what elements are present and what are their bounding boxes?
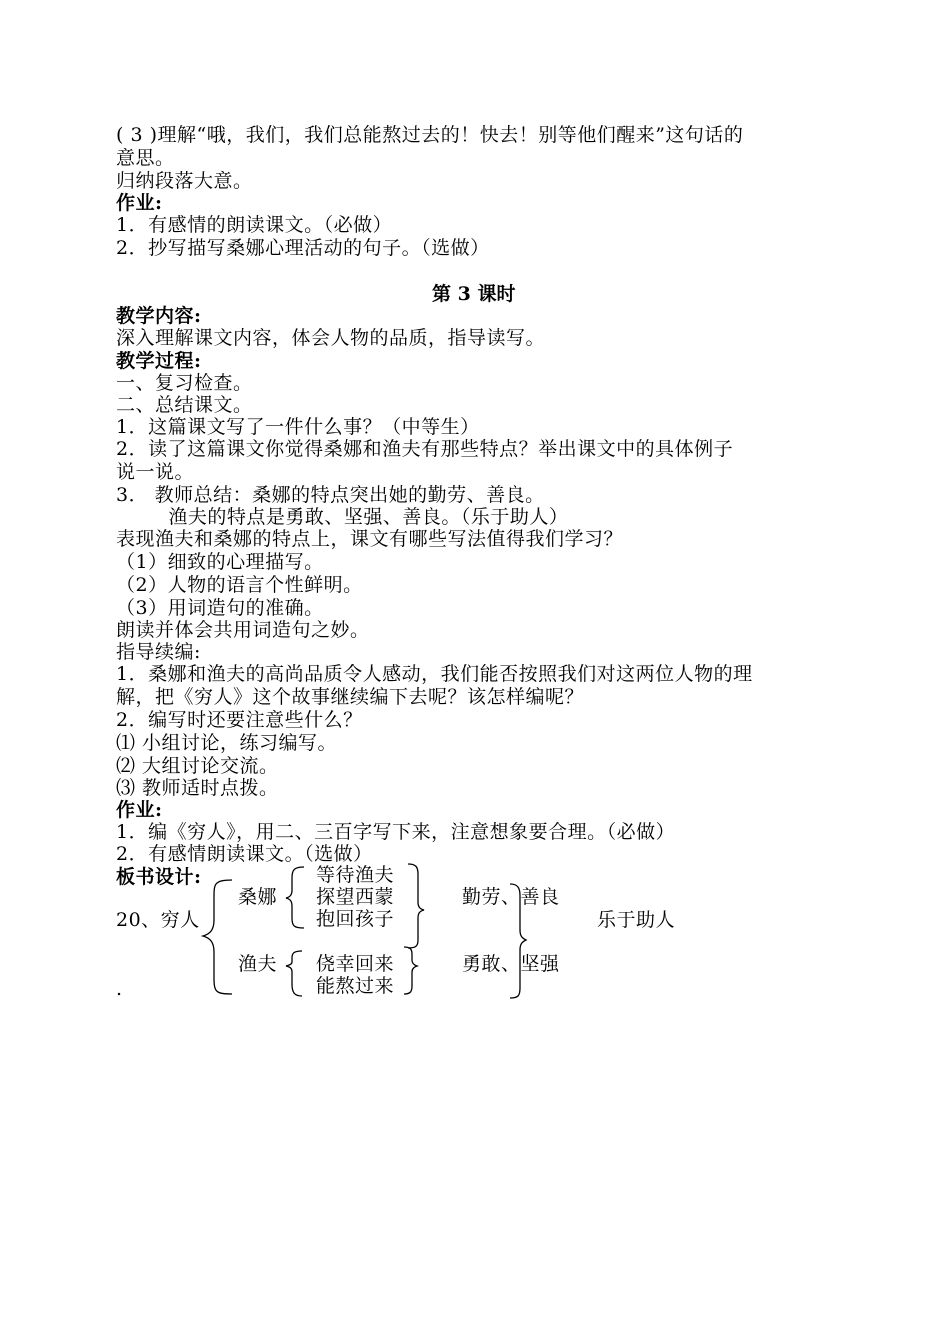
board-yufu: 渔夫 — [238, 953, 278, 975]
question-2-continued: 说一说。 — [116, 461, 195, 483]
stray-dot: . — [116, 978, 123, 1000]
read-note: 朗读并体会共用词造句之妙。 — [116, 619, 370, 641]
yufu-left-brace — [286, 951, 302, 996]
yufu-trait: 勇敢、坚强 — [462, 953, 560, 975]
sangna-left-brace — [286, 867, 304, 928]
yufu-right-brace — [404, 947, 417, 994]
writing-point-2: （2）人物的语言个性鲜明。 — [116, 574, 363, 596]
lesson-title: 第 3 课时 — [432, 283, 516, 305]
step-1: 一、复习检查。 — [116, 372, 253, 394]
yufu-act-2: 能熬过来 — [316, 975, 395, 997]
board-heading: 板书设计: — [116, 866, 202, 888]
homework-heading: 作业: — [116, 192, 163, 214]
content-heading: 教学内容: — [116, 305, 202, 327]
writing-question: 表现渔夫和桑娜的特点上，课文有哪些写法值得我们学习？ — [116, 528, 624, 550]
yufu-act-1: 侥幸回来 — [316, 953, 395, 975]
question-3: ( 3 )理解“哦，我们，我们总能熬过去的！快去！别等他们醒来”这句话的 — [116, 124, 744, 146]
sub-step-2: ⑵ 大组讨论交流。 — [116, 755, 279, 777]
writing-point-3: （3）用词造句的准确。 — [116, 597, 324, 619]
sub-step-1: ⑴ 小组讨论，练习编写。 — [116, 732, 338, 754]
step-2: 二、总结课文。 — [116, 394, 253, 416]
writing-point-1: （1）细致的心理描写。 — [116, 551, 324, 573]
sangna-right-brace — [408, 864, 424, 948]
homework-item-1: 1．有感情的朗读课文。（必做） — [116, 214, 393, 236]
sangna-act-3: 抱回孩子 — [316, 908, 395, 930]
guide-item-1-continued: 解，把《穷人》这个故事继续编下去呢？该怎样编呢？ — [116, 686, 585, 708]
question-1: 1．这篇课文写了一件什么事？（中等生） — [116, 416, 480, 438]
shared-trait: 乐于助人 — [597, 909, 676, 931]
process-heading: 教学过程: — [116, 350, 202, 372]
content-text: 深入理解课文内容，体会人物的品质，指导读写。 — [116, 327, 546, 349]
teacher-summary: 3． 教师总结：桑娜的特点突出她的勤劳、善良。 — [116, 484, 545, 506]
guide-item-1: 1．桑娜和渔夫的高尚品质令人感动，我们能否按照我们对这两位人物的理 — [116, 663, 753, 685]
summary-task: 归纳段落大意。 — [116, 170, 253, 192]
sub-step-3: ⑶ 教师适时点拨。 — [116, 777, 279, 799]
homework-heading-2: 作业: — [116, 799, 163, 821]
homework-2-item-2: 2．有感情朗读课文。（选做） — [116, 843, 373, 865]
teacher-summary-continued: 渔夫的特点是勇敢、坚强、善良。（乐于助人） — [116, 506, 569, 528]
sangna-trait: 勤劳、善良 — [462, 886, 560, 908]
question-2: 2．读了这篇课文你觉得桑娜和渔夫有那些特点？举出课文中的具体例子 — [116, 438, 734, 460]
traits-right-brace — [510, 884, 526, 998]
homework-2-item-1: 1．编《穷人》，用二、三百字写下来，注意想象要合理。（必做） — [116, 821, 676, 843]
question-3-continued: 意思。 — [116, 147, 175, 169]
main-left-brace — [203, 880, 232, 994]
sangna-act-2: 探望西蒙 — [316, 886, 395, 908]
board-lesson-title: 20、穷人 — [116, 909, 200, 931]
sangna-act-1: 等待渔夫 — [316, 864, 395, 886]
guide-item-2: 2．编写时还要注意些什么？ — [116, 709, 363, 731]
guide-heading: 指导续编: — [116, 641, 201, 663]
board-sangna: 桑娜 — [238, 886, 278, 908]
homework-item-2: 2．抄写描写桑娜心理活动的句子。（选做） — [116, 237, 490, 259]
